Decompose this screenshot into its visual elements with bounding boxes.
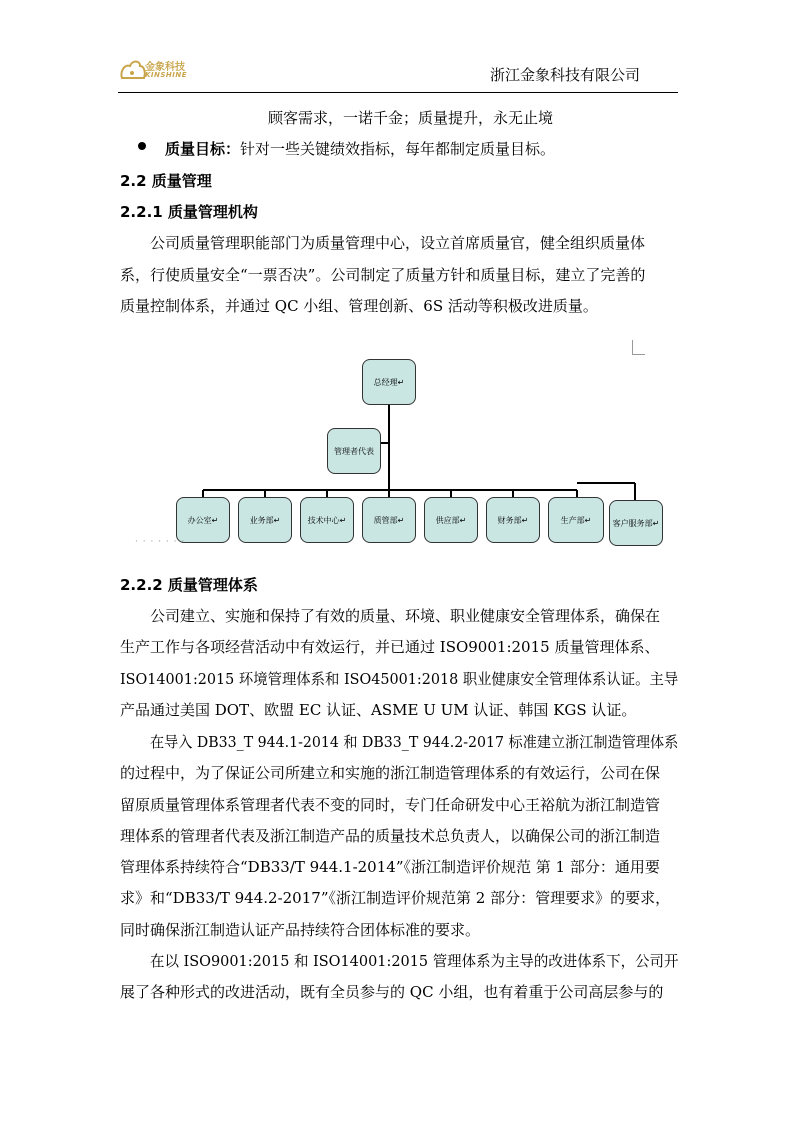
- motto: 顾客需求，一诺千金；质量提升，永无止境: [268, 109, 554, 127]
- paragraph-line: 在导入 DB33_T 944.1-2014 和 DB33_T 944.2-2017 标准建立浙江制造管理体系: [150, 733, 679, 751]
- paragraph-line: 同时确保浙江制造认证产品持续符合团体标准的要求。: [120, 921, 481, 939]
- paragraph-line: ISO14001:2015 环境管理体系和 ISO45001:2018 职业健康安全管理体系认证。主导: [120, 670, 679, 688]
- org-box-dept: 业务部↵: [238, 497, 292, 543]
- header-rule: [118, 92, 678, 93]
- org-box-dept: 技术中心↵: [300, 497, 354, 543]
- paragraph-line: 在以 ISO9001:2015 和 ISO14001:2015 管理体系为主导的改进体系下，公司开: [150, 952, 679, 970]
- logo-text-en: KINSHINE: [145, 71, 188, 79]
- paragraph-line: 系，行使质量安全“一票否决”。公司制定了质量方针和质量目标，建立了完善的: [120, 266, 646, 284]
- paragraph-line: 管理体系持续符合“DB33/T 944.1-2014”《浙江制造评价规范 第 1 部分：通用要: [120, 858, 660, 876]
- org-box-dept: 生产部↵: [548, 497, 604, 543]
- logo-text-cn: 金象科技: [145, 62, 185, 73]
- goal-text: 针对一些关键绩效指标，每年都制定质量目标。: [240, 140, 556, 158]
- paragraph-line: 理体系的管理者代表及浙江制造产品的质量技术总负责人，以确保公司的浙江制造: [120, 827, 661, 845]
- paragraph-line: 质量控制体系，并通过 QC 小组、管理创新、6S 活动等积极改进质量。: [120, 297, 598, 315]
- paragraph-line: 公司建立、实施和保持了有效的质量、环境、职业健康安全管理体系，确保在: [150, 607, 661, 625]
- paragraph-line: 公司质量管理职能部门为质量管理中心，设立首席质量官，健全组织质量体: [150, 234, 646, 252]
- org-box-dept: 供应部↵: [424, 497, 478, 543]
- section-heading-2-2-1: 2.2.1 质量管理机构: [120, 203, 258, 221]
- org-box-top: 总经理↵: [362, 359, 416, 405]
- org-box-dept: 办公室↵: [176, 497, 230, 543]
- org-box-dept: 质管部↵: [362, 497, 416, 543]
- paragraph-line: 展了各种形式的改进活动，既有全员参与的 QC 小组，也有着重于公司高层参与的: [120, 983, 664, 1001]
- org-box-rep: 管理者代表: [327, 428, 381, 474]
- section-heading-2-2: 2.2 质量管理: [120, 172, 212, 190]
- goal-label: 质量目标：: [165, 140, 241, 158]
- section-heading-2-2-2: 2.2.2 质量管理体系: [120, 576, 258, 594]
- org-chart: [135, 340, 660, 555]
- dotted-leader: · · · · · · ·: [135, 537, 186, 547]
- org-box-dept: 财务部↵: [486, 497, 540, 543]
- paragraph-line: 求》和“DB33/T 944.2-2017”《浙江制造评价规范第 2 部分：管理要求》的要求，: [120, 889, 671, 907]
- bullet-icon: [138, 142, 146, 150]
- paragraph-line: 留原质量管理体系管理者代表不变的同时，专门任命研发中心王裕航为浙江制造管: [120, 796, 661, 814]
- paragraph-line: 的过程中，为了保证公司所建立和实施的浙江制造管理体系的有效运行，公司在保: [120, 764, 661, 782]
- paragraph-line: 产品通过美国 DOT、欧盟 EC 认证、ASME U UM 认证、韩国 KGS 认证。: [120, 701, 637, 719]
- quality-goal: [165, 139, 555, 159]
- paragraph-line: 生产工作与各项经营活动中有效运行，并已通过 ISO9001:2015 质量管理体系、: [120, 638, 660, 656]
- org-box-dept: 客户服务部↵: [609, 500, 663, 546]
- company-name: 浙江金象科技有限公司: [490, 66, 641, 84]
